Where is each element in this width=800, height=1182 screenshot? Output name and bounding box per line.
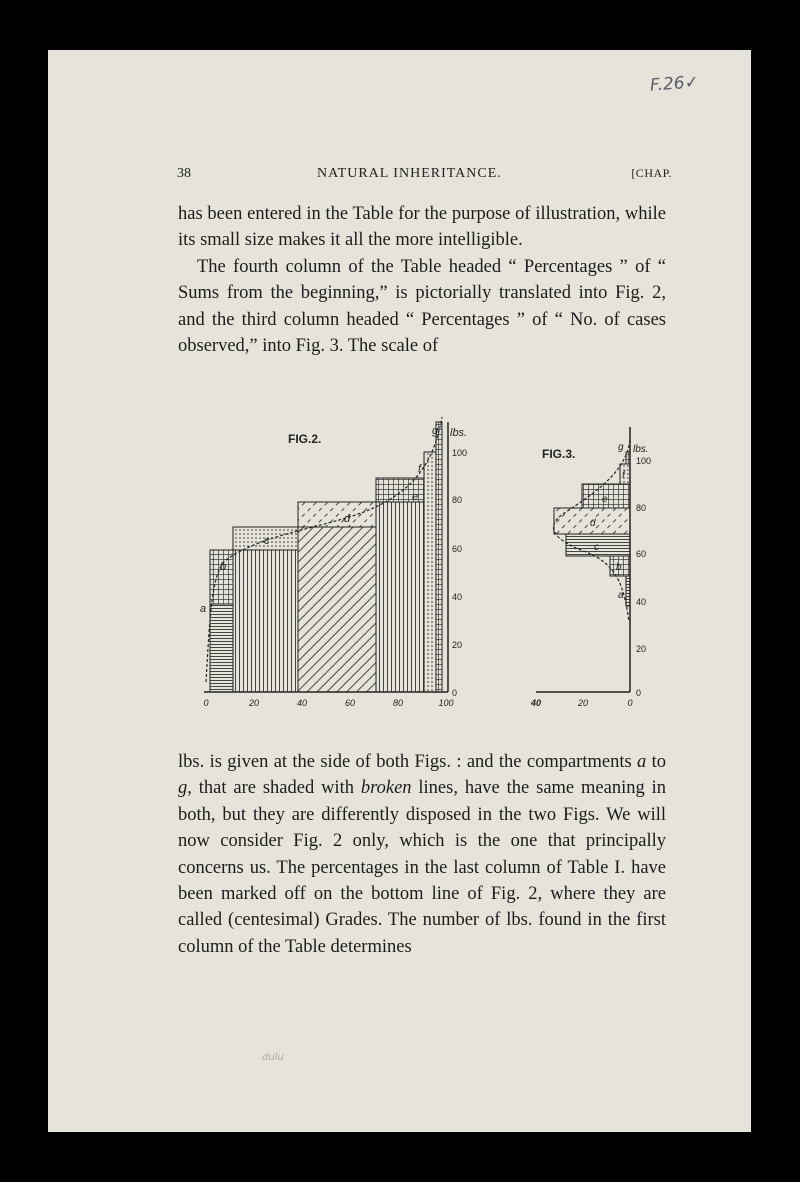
fig2-scale-ticks [452,448,467,698]
compartment-letter-b: b [220,561,227,573]
compartment-letter-c: c [264,535,270,547]
compartment-letter-d: d [344,513,351,525]
bar-b [210,550,233,604]
fig3-letter-c: c [594,542,599,553]
fig2-label: FIG.2. [288,432,322,446]
fig3-tick-label: 20 [636,644,647,654]
compartment-letter-g: g [432,425,439,437]
fig2-bars [206,417,442,692]
compartment-letter-a: a [200,603,207,615]
fig3-tick-label: 100 [636,456,652,466]
pencil-annotation: F.26✓ [649,72,700,96]
fig2-tick-label: 20 [452,640,463,650]
fig2-grade-label: 60 [344,698,356,708]
variable-g: g [178,778,188,799]
fig3-tick-label: 40 [636,597,647,607]
text-block-bottom [178,749,666,960]
fig3-letter-f: f [622,470,625,481]
fig3-bottom-ticks [530,698,633,708]
fig3-tick-label: 60 [636,549,647,559]
text-run: lines, have the same meaning in both, but they are differently disposed in the two Figs. We will now consider Fig. 2 only, which is the one that principally concerns us. The percentages in the last column of Table I. have been marked off on the bottom line of Fig. 2, where they are called (centesimal) Grades. The number of lbs. found in the first column of the Table determines [178,778,666,957]
fig3-unit-label: lbs. [633,444,649,455]
fig2-grade-label: 20 [248,698,260,708]
bar-vertical-2 [376,502,424,692]
fig3-axis-label: 40 [530,698,542,708]
paragraph: The fourth column of the Table headed “ Percentages ” of “ Sums from the beginning,” is pictorially translated into Fig. 2, and the third column headed “ Percentages ” of “ No. of cases observed,” into Fig. 3. The scale of [178,256,666,357]
bar-f [424,452,436,692]
fig2-tick-label: 100 [452,448,468,458]
fig3-tick-label: 80 [636,503,647,513]
figures-2-and-3 [186,412,666,720]
fig2-tick-label: 60 [452,544,463,554]
bar-diagonal [298,527,376,692]
emphasis-broken: broken [360,778,412,799]
fig3-label: FIG.3. [542,447,576,461]
fig3-letter-b: b [616,562,622,573]
chapter-marker: [CHAP. [631,166,672,180]
fig2-grade-label: 0 [203,698,209,708]
library-stamp: dulu [262,1052,284,1063]
fig3-axis-label: 20 [577,698,589,708]
fig3-letter-e: e [602,494,608,505]
paragraph [178,749,666,960]
running-title: NATURAL INHERITANCE. [317,166,502,181]
fig2-grade-label: 80 [392,698,404,708]
fig3-letter-g: g [618,442,624,453]
text-run: lbs. is given at the side of both Figs. : and the compartments [178,752,638,772]
fig3-tick-label: 0 [636,688,642,698]
bar-a [210,604,233,692]
page-number: 38 [177,166,191,181]
fig2-tick-label: 40 [452,592,463,602]
fig2-unit-label: lbs. [450,427,468,439]
fig3-axis-label: 0 [627,698,633,708]
fig2-tick-label: 0 [452,688,458,698]
compartment-letter-f: f [418,463,422,475]
fig3-scale-ticks [636,456,651,698]
bar-g [436,422,442,692]
text-run: , that are shaded with [187,778,361,799]
fig3-letter-a: a [618,590,624,601]
fig2-grade-label: 100 [438,698,454,708]
fig2-grade-label: 40 [296,698,308,708]
paragraph: has been entered in the Table for the purpose of illustration, while its small size makes it all the more intelligible. [178,204,666,251]
text-block-top [178,201,666,359]
running-head [177,166,672,188]
fig2-bottom-ticks [203,698,453,708]
text-run: to [646,752,667,772]
variable-a: a [637,752,647,772]
bar-d-upper [298,502,376,527]
fig2-tick-label: 80 [452,495,463,505]
compartment-letter-e: e [412,491,419,503]
fig3-letter-d: d [590,518,596,529]
bar-vertical [233,550,298,692]
